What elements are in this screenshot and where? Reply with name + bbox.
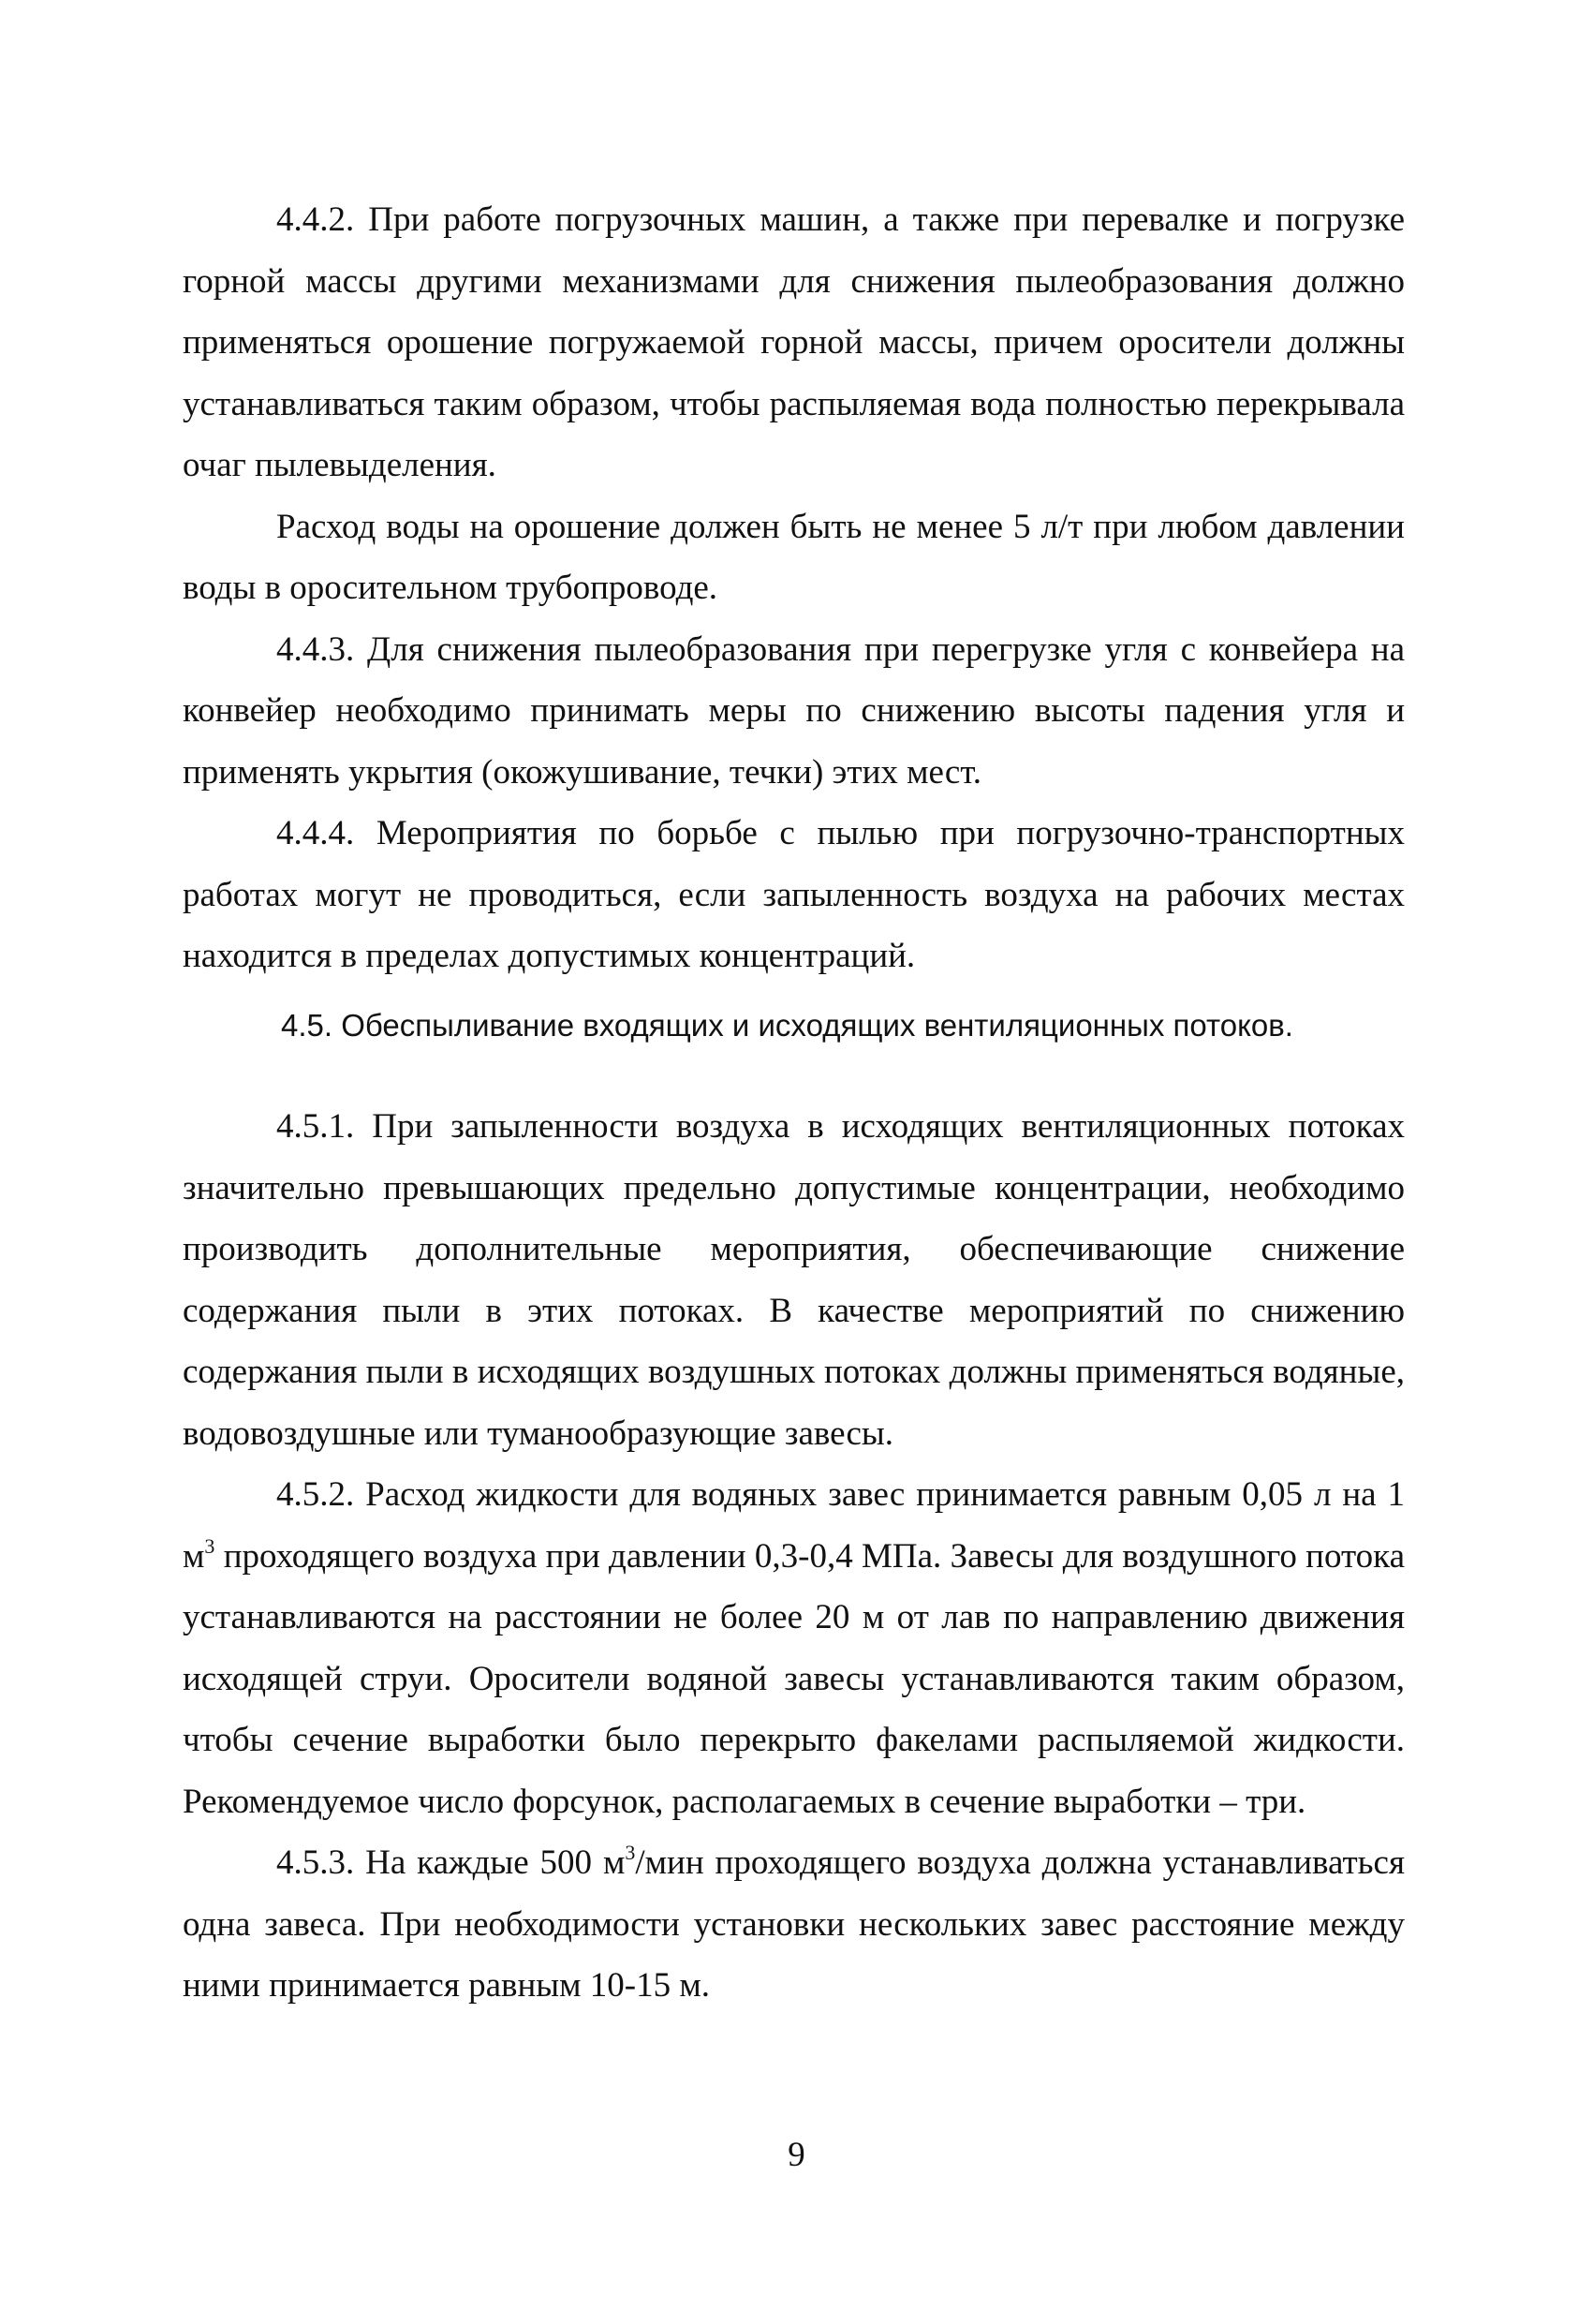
paragraph-4-4-4: 4.4.4. Мероприятия по борьбе с пылью при погрузочно-транспортных работах могут не проводиться, если запыленность воздуха на рабочих местах находится в пределах допустимых концентраций. [183, 814, 1405, 975]
paragraph-4-5-3-rest: /мин проходящего воздуха должна устанавливаться одна завеса. При необходимости установки нескольких завес расстояние между ними принимается равным 10-15 м. [183, 1843, 1405, 2005]
cubic-superscript: 3 [625, 1841, 636, 1864]
paragraph-4-5-3-start: 4.5.3. На каждые 500 м [276, 1843, 626, 1882]
section-4-5-heading: 4.5. Обеспыливание входящих и исходящих вентиляционных потоков. [281, 1008, 1293, 1043]
paragraph-4-5-2-start: 4.5.2. Расход жидкости для водяных завес принимается равным 0,05 л на 1 м [183, 1475, 1405, 1576]
paragraph-4-4-3: 4.4.3. Для снижения пылеобразования при перегрузке угля с конвейера на конвейер необходимо принимать меры по снижению высоты падения угля и применять укрытия (окожушивание, течки) этих мест. [183, 629, 1405, 792]
paragraph-4-5-3 [183, 1832, 1405, 2017]
paragraph-4-5-1: 4.5.1. При запыленности воздуха в исходящих вентиляционных потоках значительно превышающих предельно допустимые концентрации, необходимо производить дополнительные мероприятия, обеспечивающие снижение содержания пыли в этих потоках. В качестве мероприятий по снижению содержания пыли в исходящих воздушных потоках должны применяться водяные, водовоздушные или туманообразующие завесы. [183, 1107, 1405, 1453]
section-4-4-text [183, 189, 1405, 987]
section-4-5-text [183, 1096, 1405, 2017]
paragraph-4-4-2-water-rate: Расход воды на орошение должен быть не менее 5 л/т при любом давлении воды в оросительном трубопроводе. [183, 507, 1405, 607]
paragraph-4-4-2: 4.4.2. При работе погрузочных машин, а также при перевалке и погрузке горной массы другими механизмами для снижения пылеобразования должно применяться орошение погружаемой горной массы, причем оросители должны устанавливаться таким образом, чтобы распыляемая вода полностью перекрывала очаг пылевыделения. [183, 200, 1405, 484]
paragraph-4-5-2-rest: проходящего воздуха при давлении 0,3-0,4 МПа. Завесы для воздушного потока устанавливаются на расстоянии не более 20 м от лав по направлению движения исходящей струи. Оросители водяной завесы устанавливаются таким образом, чтобы сечение выработки было перекрыто факелами распыляемой жидкости. Рекомендуемое число форсунок, располагаемых в сечение выработки – три. [183, 1536, 1405, 1821]
paragraph-4-5-2 [183, 1464, 1405, 1832]
page-number: 9 [788, 2136, 805, 2174]
cubic-superscript: 3 [204, 1533, 215, 1558]
